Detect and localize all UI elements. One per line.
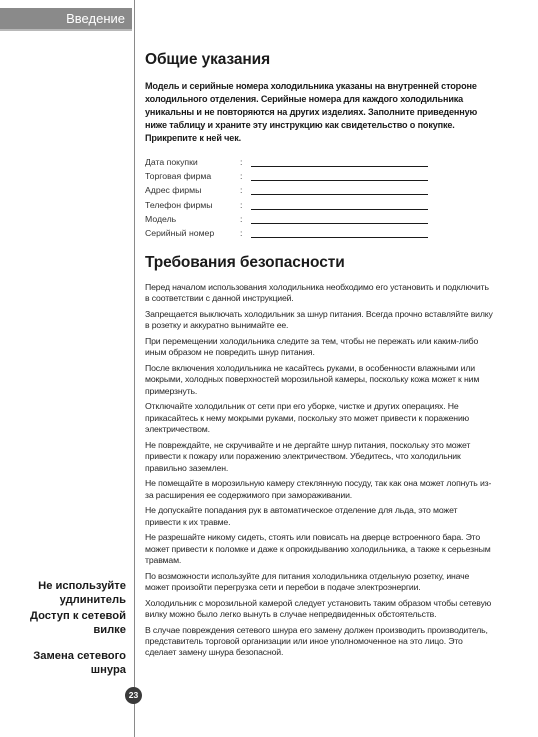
- form-fill-line: [251, 237, 428, 238]
- form-label: Дата покупки: [145, 157, 198, 167]
- form-colon: :: [240, 185, 243, 196]
- form-fill-line: [251, 194, 428, 195]
- safety-paragraph-extension-cord: По возможности используйте для питания холодильника отдельную розетку, иначе может произойти перегрузка сети и перебои в подаче электроэнергии.: [145, 570, 470, 593]
- safety-paragraph-plug-access: Холодильник с морозильной камерой следует установить таким образом чтобы сетевую вилку можно было легко вынуть в случае непредвиденных обстоятельств.: [145, 597, 492, 620]
- form-label: Торговая фирма: [145, 171, 212, 182]
- form-fill-line: [251, 180, 428, 181]
- form-row: [145, 156, 435, 170]
- form-fill-line: [251, 223, 428, 224]
- page-number-badge: 23: [125, 687, 142, 704]
- form-colon: :: [240, 157, 243, 167]
- form-row: [145, 227, 435, 241]
- form-colon: :: [240, 213, 243, 224]
- safety-paragraph: Не повреждайте, не скручивайте и не дергайте шнур питания, поскольку это может привести к пожару или поражению электричеством. Убедитесь, что холодильник правильно заземлен.: [145, 439, 471, 473]
- section-tab: Введение: [0, 8, 132, 29]
- safety-paragraphs: [145, 282, 495, 663]
- form-row: [145, 170, 435, 184]
- heading-safety: Требования безопасности: [145, 254, 345, 271]
- form-row: [145, 184, 435, 198]
- form-label: Адрес фирмы: [145, 185, 202, 196]
- header-rule: [0, 29, 132, 31]
- form-row: [145, 199, 435, 213]
- safety-paragraph: Не разрешайте никому сидеть, стоять или повисать на дверце встроенного бара. Это может привести к поломке и даже к опрокидыванию холодильника, а также к серьезным травмам.: [145, 532, 491, 566]
- form-label: Модель: [145, 213, 177, 224]
- heading-general: Общие указания: [145, 51, 271, 68]
- form-fill-line: [251, 209, 428, 210]
- form-colon: :: [240, 199, 243, 210]
- side-note-cord-replacement: Замена сетевого шнура: [33, 650, 126, 676]
- side-note-plug-access: Доступ к сетевой вилке: [29, 610, 126, 636]
- form-row: [145, 213, 435, 227]
- safety-paragraph: После включения холодильника не касайтесь руками, в особенности влажными или мокрыми, холодных поверхностей морозильной камеры, поскольку кожа может к ним примерзнуть.: [145, 363, 480, 396]
- general-intro: Модель и серийные номера холодильника указаны на внутренней стороне холодильного отделения. Серийные номера для каждого холодильника уникальны и не повторяются на других изделиях. Заполните приведенную ниже таблицу и храните эту инструкцию как свидетельство о покупке. Прикрепите к ней чек.: [145, 81, 478, 143]
- margin-divider: [134, 0, 135, 737]
- safety-paragraph: Не допускайте попадания рук в автоматическое отделение для льда, это может привести к их травме.: [145, 505, 458, 527]
- form-label: Телефон фирмы: [145, 199, 213, 210]
- safety-paragraph: Отключайте холодильник от сети при его уборке, чистке и других операциях. Не прикасайтесь к нему мокрыми руками, поскольку это может привести к поражению электричеством.: [145, 401, 470, 435]
- form-label: Серийный номер: [145, 227, 215, 238]
- purchase-form: [145, 156, 435, 241]
- form-fill-line: [251, 166, 428, 167]
- safety-paragraph: Не помещайте в морозильную камеру стеклянную посуду, так как она может лопнуть из-за расширения ее содержимого при замораживании.: [145, 478, 492, 500]
- safety-paragraph: Перед началом использования холодильника необходимо его установить и подключить в соответствии с данной инструкцией.: [145, 282, 489, 304]
- safety-paragraph-cord-replacement: В случае повреждения сетевого шнура его замену должен производить производитель, представитель торговой организации или иное уполномоченное на это лицо. Это сделает замену шнура безопасной.: [145, 624, 488, 658]
- safety-paragraph: Запрещается выключать холодильник за шнур питания. Всегда прочно вставляйте вилку в розетку и аккуратно вынимайте ее.: [145, 309, 493, 331]
- form-colon: :: [240, 171, 243, 182]
- safety-paragraph: При перемещении холодильника следите за тем, чтобы не пережать или каким-либо иным образом не повредить шнур питания.: [145, 336, 479, 358]
- side-note-extension-cord: Не используйте удлинитель: [38, 580, 126, 606]
- form-colon: :: [240, 227, 243, 238]
